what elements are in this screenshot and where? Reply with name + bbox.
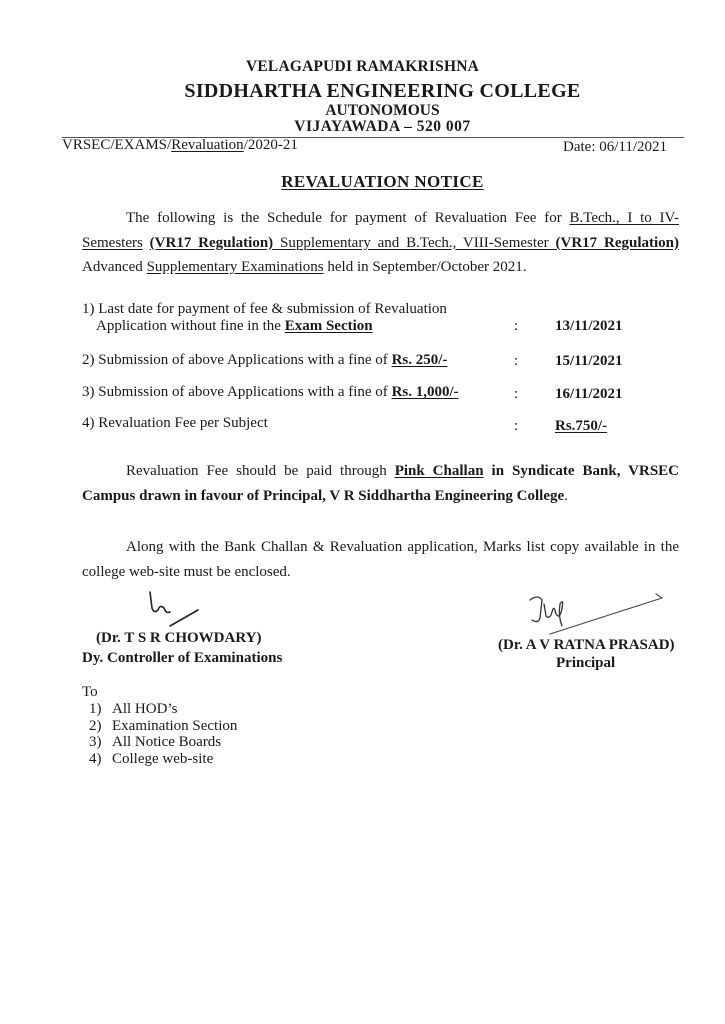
enclosure-text: Along with the Bank Challan & Revaluation application, Marks list copy available in the college web-site must be enclosed. bbox=[82, 539, 679, 580]
schedule-item-num: 2) bbox=[82, 352, 95, 368]
schedule-item-text: Last date for payment of fee & submission of Revaluation bbox=[98, 301, 447, 317]
signatory-designation-1: Dy. Controller of Examinations bbox=[82, 650, 283, 666]
schedule-value-2: 15/11/2021 bbox=[555, 353, 623, 369]
enclosure-paragraph bbox=[82, 535, 679, 585]
distribution-item bbox=[89, 718, 237, 735]
schedule-item-3 bbox=[82, 384, 459, 401]
schedule-item-text: Revaluation Fee per Subject bbox=[98, 415, 268, 431]
college-name: SIDDHARTHA ENGINEERING COLLEGE bbox=[184, 80, 581, 102]
exam-section-label: Exam Section bbox=[284, 318, 373, 334]
letterhead-autonomous: AUTONOMOUS bbox=[325, 102, 440, 119]
intro-regulation-2: (VR17 Regulation) bbox=[555, 234, 680, 251]
reference-revaluation: Revaluation bbox=[171, 137, 244, 153]
signature-ratna-prasad bbox=[520, 586, 670, 641]
payment-bank-details: in Syndicate Bank, VRSEC Campus drawn in favour of Principal, V R Siddhartha Engineering College bbox=[82, 463, 680, 504]
notice-date: Date: 06/11/2021 bbox=[563, 139, 668, 155]
distribution-item bbox=[89, 751, 213, 768]
distribution-num: 3) bbox=[89, 734, 102, 750]
schedule-item-text: Submission of above Applications with a fine of bbox=[98, 352, 392, 368]
signature-chowdary bbox=[140, 590, 210, 630]
schedule-item-num: 3) bbox=[82, 384, 95, 400]
schedule-value-3: 16/11/2021 bbox=[555, 386, 623, 402]
intro-paragraph bbox=[82, 206, 679, 280]
intro-course: B.Tech., I to IV-Semesters bbox=[82, 210, 679, 251]
signatory-name-1: (Dr. T S R CHOWDARY) bbox=[96, 630, 262, 646]
schedule-item-2 bbox=[82, 352, 447, 369]
reference-prefix: VRSEC/EXAMS/ bbox=[62, 137, 172, 153]
schedule-item-1 bbox=[82, 301, 447, 335]
distribution-label: College web-site bbox=[112, 751, 214, 767]
schedule-colon: : bbox=[514, 386, 519, 402]
payment-paragraph bbox=[82, 459, 679, 509]
distribution-item bbox=[89, 734, 221, 751]
distribution-num: 1) bbox=[89, 701, 102, 717]
fine-amount-1000: Rs. 1,000/- bbox=[391, 384, 459, 400]
schedule-value-4: Rs.750/- bbox=[555, 418, 608, 434]
intro-regulation-1: (VR17 Regulation) bbox=[149, 234, 274, 251]
schedule-colon: : bbox=[514, 318, 519, 334]
fine-amount-250: Rs. 250/- bbox=[391, 352, 448, 368]
signatory-name-2: (Dr. A V RATNA PRASAD) bbox=[498, 637, 675, 653]
distribution-label: Examination Section bbox=[112, 718, 238, 734]
schedule-colon: : bbox=[514, 353, 519, 369]
schedule-item-num: 1) bbox=[82, 301, 95, 317]
schedule-colon: : bbox=[514, 418, 519, 434]
letterhead-address: VIJAYAWADA – 520 007 bbox=[294, 118, 471, 135]
intro-exams: Supplementary Examinations bbox=[146, 259, 324, 275]
letterhead-line-1: VELAGAPUDI RAMAKRISHNA bbox=[245, 58, 480, 75]
distribution-num: 4) bbox=[89, 751, 102, 767]
intro-text-2: Advanced bbox=[82, 259, 147, 275]
reference-number bbox=[62, 137, 298, 154]
schedule-item-4 bbox=[82, 415, 268, 432]
schedule-value-1: 13/11/2021 bbox=[555, 318, 623, 334]
intro-text-1: The following is the Schedule for payment of Revaluation Fee for bbox=[126, 210, 570, 226]
reference-suffix: /2020-21 bbox=[243, 137, 298, 153]
schedule-item-text: Submission of above Applications with a fine of bbox=[98, 384, 392, 400]
pink-challan: Pink Challan bbox=[394, 463, 484, 479]
intro-supplementary: Supplementary and B.Tech., VIII-Semester bbox=[273, 234, 556, 251]
schedule-item-num: 4) bbox=[82, 415, 95, 431]
intro-text-3: held in September/October 2021. bbox=[323, 259, 527, 275]
schedule-item-text-2: Application without fine in the bbox=[96, 318, 285, 334]
distribution-heading: To bbox=[82, 684, 98, 700]
payment-text-1: Revaluation Fee should be paid through bbox=[126, 463, 395, 479]
payment-text-2: . bbox=[564, 488, 568, 504]
notice-title bbox=[0, 172, 725, 192]
distribution-label: All Notice Boards bbox=[112, 734, 222, 750]
distribution-label: All HOD’s bbox=[112, 701, 178, 717]
distribution-item bbox=[89, 701, 177, 718]
distribution-num: 2) bbox=[89, 718, 102, 734]
signatory-designation-2: Principal bbox=[556, 655, 616, 671]
notice-title-text: REVALUATION NOTICE bbox=[281, 172, 484, 191]
